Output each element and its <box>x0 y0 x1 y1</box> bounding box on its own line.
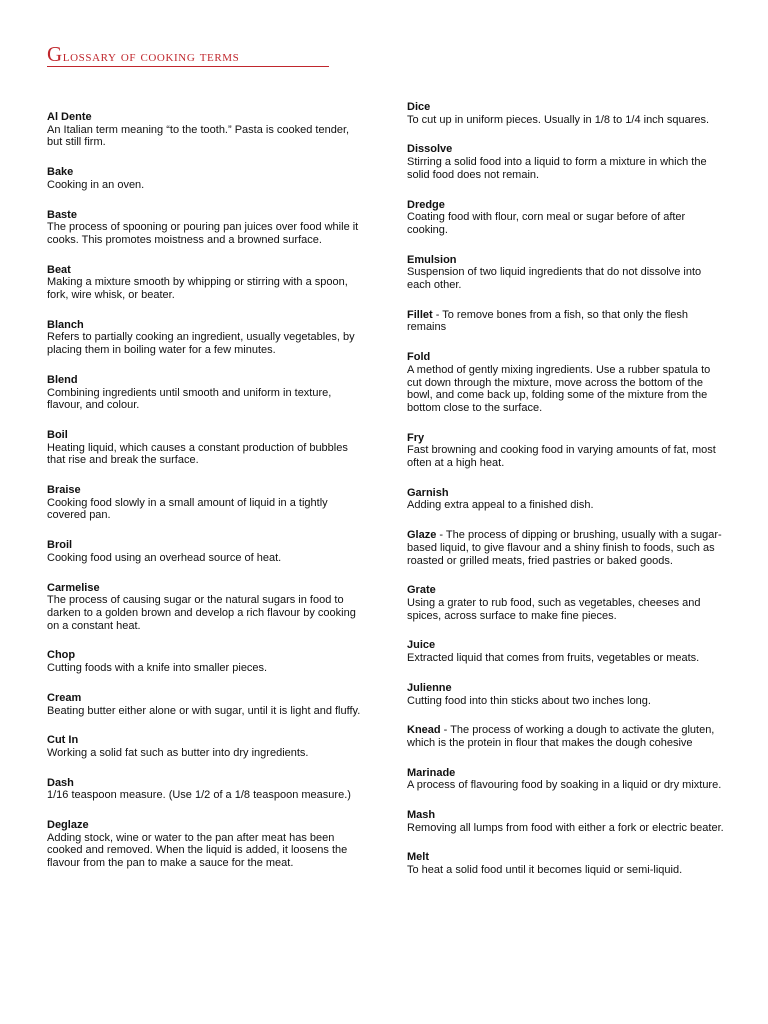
glossary-term: Melt <box>407 851 429 864</box>
glossary-definition: Cutting food into thin sticks about two inches long. <box>407 694 651 707</box>
glossary-entry <box>47 819 365 870</box>
glossary-definition: Adding extra appeal to a finished dish. <box>407 499 594 512</box>
glossary-definition: Refers to partially cooking an ingredient, usually vegetables, by placing them in boiling water for a few minutes. <box>47 331 355 357</box>
glossary-entry <box>47 484 365 522</box>
glossary-entry <box>47 166 365 191</box>
glossary-term: Emulsion <box>407 253 457 266</box>
glossary-definition: Suspension of two liquid ingredients that do not dissolve into each other. <box>407 266 702 292</box>
glossary-term: Beat <box>47 263 71 276</box>
glossary-term: Fold <box>407 351 431 364</box>
glossary-term: Glaze <box>407 529 437 542</box>
glossary-term: Grate <box>407 584 436 597</box>
glossary-definition: To heat a solid food until it becomes liquid or semi-liquid. <box>407 864 683 877</box>
glossary-definition: A process of flavouring food by soaking in a liquid or dry mixture. <box>407 779 722 792</box>
glossary-definition: Extracted liquid that comes from fruits, vegetables or meats. <box>407 652 700 665</box>
glossary-entry <box>407 143 725 181</box>
glossary-entry <box>47 111 365 149</box>
glossary-definition: Cutting foods with a knife into smaller pieces. <box>47 662 268 675</box>
glossary-entry <box>407 767 725 792</box>
glossary-term: Blend <box>47 373 78 386</box>
glossary-definition: Stirring a solid food into a liquid to form a mixture in which the solid food does not remain. <box>407 156 707 181</box>
glossary-term: Broil <box>47 539 73 552</box>
glossary-definition: To cut up in uniform pieces. Usually in 1/8 to 1/4 inch squares. <box>407 113 710 126</box>
glossary-term: Chop <box>47 649 76 662</box>
glossary-entry <box>47 582 365 633</box>
glossary-entry <box>407 529 725 567</box>
glossary-term: Baste <box>47 208 77 221</box>
glossary-entry <box>47 209 365 247</box>
glossary-term: Braise <box>47 484 81 497</box>
glossary-definition: The process of causing sugar or the natural sugars in food to darken to a golden brown and develop a rich flavour by cooking on a constant heat. <box>47 594 356 632</box>
title-underline <box>47 66 329 67</box>
glossary-definition: Cooking food using an overhead source of heat. <box>47 551 282 564</box>
glossary-entry <box>407 639 725 664</box>
glossary-term: Cut In <box>47 734 79 747</box>
glossary-term: Dissolve <box>407 143 453 156</box>
glossary-entry <box>47 374 365 412</box>
glossary-entry <box>407 101 725 126</box>
glossary-entry <box>407 851 725 876</box>
glossary-term: Knead <box>407 724 441 737</box>
glossary-definition: Beating butter either alone or with sugar, until it is light and fluffy. <box>47 704 361 717</box>
glossary-term: Cream <box>47 691 82 704</box>
glossary-entry <box>407 199 725 237</box>
glossary-definition: Cooking in an oven. <box>47 178 145 191</box>
glossary-term: Dash <box>47 776 74 789</box>
glossary-term: Dredge <box>407 198 445 211</box>
glossary-term: Bake <box>47 166 74 179</box>
glossary-definition: Making a mixture smooth by whipping or stirring with a spoon, fork, wire whisk, or beater. <box>47 276 348 302</box>
title-rest: lossary of cooking terms <box>62 49 240 65</box>
right-column <box>407 101 725 877</box>
glossary-term: Julienne <box>407 681 452 694</box>
glossary-entry <box>407 432 725 470</box>
glossary-term: Fillet <box>407 308 433 321</box>
glossary-entry <box>47 539 365 564</box>
glossary-entry <box>47 777 365 802</box>
glossary-term: Garnish <box>407 486 449 499</box>
glossary-definition: Removing all lumps from food with either a fork or electric beater. <box>407 821 724 834</box>
glossary-definition: Coating food with flour, corn meal or sugar before of after cooking. <box>407 211 686 236</box>
glossary-definition: - The process of dipping or brushing, usually with a sugar-based liquid, to give flavour and a shiny finish to foods, such as roasted or grilled meats, fried pastries or baked goods. <box>407 529 722 567</box>
glossary-entry <box>407 584 725 622</box>
glossary-term: Mash <box>407 809 436 822</box>
glossary-term: Juice <box>407 639 436 652</box>
title-first-letter: G <box>47 42 63 66</box>
glossary-definition: 1/16 teaspoon measure. (Use 1/2 of a 1/8 teaspoon measure.) <box>47 789 351 802</box>
glossary-term: Blanch <box>47 318 84 331</box>
left-column <box>47 111 365 870</box>
glossary-definition: Cooking food slowly in a small amount of liquid in a tightly covered pan. <box>47 496 328 522</box>
glossary-term: Fry <box>407 431 425 444</box>
glossary-definition: An Italian term meaning “to the tooth.” Pasta is cooked tender, but still firm. <box>47 123 350 149</box>
glossary-term: Al Dente <box>47 111 92 123</box>
glossary-entry <box>407 487 725 512</box>
glossary-entry <box>47 429 365 467</box>
glossary-definition: - The process of working a dough to activate the gluten, which is the protein in flour that makes the dough cohesive <box>407 724 715 749</box>
glossary-entry <box>47 692 365 717</box>
glossary-entry <box>47 264 365 302</box>
glossary-definition: Using a grater to rub food, such as vegetables, cheeses and spices, across surface to make fine pieces. <box>407 596 701 622</box>
glossary-entry <box>47 734 365 759</box>
glossary-term: Boil <box>47 428 68 441</box>
glossary-entry <box>407 309 725 334</box>
glossary-entry <box>407 254 725 292</box>
page-title <box>47 42 239 69</box>
glossary-entry <box>407 351 725 415</box>
glossary-term: Deglaze <box>47 819 89 832</box>
glossary-definition: Adding stock, wine or water to the pan after meat has been cooked and removed. When the liquid is added, it loosens the flavour from the pan to make a sauce for the meat. <box>47 831 348 870</box>
glossary-term: Carmelise <box>47 581 100 594</box>
glossary-term: Marinade <box>407 766 456 779</box>
glossary-entry <box>407 809 725 834</box>
glossary-definition: Fast browning and cooking food in varying amounts of fat, most often at a high heat. <box>407 444 716 470</box>
glossary-entry <box>407 682 725 707</box>
glossary-entry <box>47 649 365 674</box>
glossary-definition: The process of spooning or pouring pan juices over food while it cooks. This promotes moistness and a browned surface. <box>47 221 359 246</box>
glossary-term: Dice <box>407 101 431 113</box>
glossary-definition: A method of gently mixing ingredients. Use a rubber spatula to cut down through the mixture, move across the bottom of the bowl, and come back up, folding some of the mixture from the bottom close to the surface. <box>407 363 711 414</box>
glossary-definition: Heating liquid, which causes a constant production of bubbles that rise and break the surface. <box>47 441 348 467</box>
glossary-definition: Working a solid fat such as butter into dry ingredients. <box>47 746 309 759</box>
glossary-entry <box>407 724 725 749</box>
glossary-definition: - To remove bones from a fish, so that only the flesh remains <box>407 308 689 334</box>
glossary-entry <box>47 319 365 357</box>
glossary-definition: Combining ingredients until smooth and uniform in texture, flavour, and colour. <box>47 386 332 412</box>
